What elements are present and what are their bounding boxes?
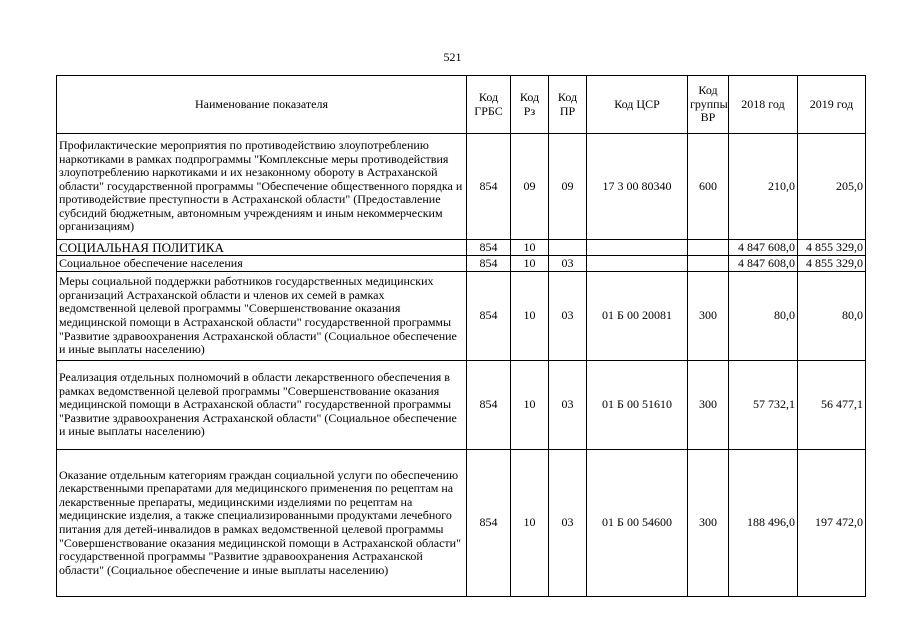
header-name (57, 76, 467, 134)
cell-2018: 80,0 (729, 272, 798, 361)
cell-vr (688, 240, 729, 256)
table-row (57, 134, 866, 240)
cell-name: Меры социальной поддержки работников государственных медицинских организаций Астраханской области и членов их семей в рамках ведомственной целевой программы "Совершенствование оказания медицинской помощи в Астраханской области" государственной программы "Развитие здравоохранения Астраханской области" (Социальное обеспечение и иные выплаты населению) (57, 272, 467, 361)
cell-vr: 300 (688, 450, 729, 597)
header-line: Наименование показателя (195, 96, 328, 111)
cell-grbs: 854 (467, 361, 511, 450)
cell-2018: 188 496,0 (729, 450, 798, 597)
header-pr (549, 76, 587, 134)
table-body (57, 134, 866, 597)
cell-name: Реализация отдельных полномочий в области лекарственного обеспечения в рамках ведомственной целевой программы "Совершенствование оказания медицинской помощи в Астраханской области" государственной программы "Развитие здравоохранения Астраханской области" (Социальное обеспечение и иные выплаты населению) (57, 361, 467, 450)
header-line: 2018 год (741, 96, 785, 111)
cell-csr: 01 Б 00 51610 (587, 361, 688, 450)
header-line: Рз (523, 103, 536, 118)
table-row (57, 240, 866, 256)
cell-vr (688, 256, 729, 272)
cell-pr: 03 (549, 361, 587, 450)
header-line: группы (690, 96, 728, 111)
header-2018 (729, 76, 798, 134)
cell-csr (587, 256, 688, 272)
header-line: Код (557, 89, 578, 104)
cell-pr (549, 240, 587, 256)
header-line: Код (478, 89, 499, 104)
table-row (57, 450, 866, 597)
header-line: Код (698, 83, 718, 98)
cell-rz: 10 (511, 240, 549, 256)
cell-vr: 300 (688, 272, 729, 361)
cell-rz: 10 (511, 450, 549, 597)
cell-csr: 17 3 00 80340 (587, 134, 688, 240)
cell-name: Оказание отдельным категориям граждан социальной услуги по обеспечению лекарственными препаратами для медицинского применения по рецептам на лекарственные препараты, медицинскими изделиями по рецептам на медицинские изделия, а также специализированными продуктами лечебного питания для детей-инвалидов в рамках ведомственной целевой программы "Совершенствование оказания медицинской помощи в Астраханской области" государственной программы "Развитие здравоохранения Астраханской области" (Социальное обеспечение и иные выплаты населению) (57, 450, 467, 597)
cell-rz: 09 (511, 134, 549, 240)
cell-2018: 210,0 (729, 134, 798, 240)
page-number: 521 (443, 50, 462, 64)
cell-csr: 01 Б 00 20081 (587, 272, 688, 361)
cell-grbs: 854 (467, 240, 511, 256)
cell-pr: 03 (549, 272, 587, 361)
header-line: ПР (559, 103, 576, 118)
cell-2019: 56 477,1 (798, 361, 866, 450)
cell-2019: 80,0 (798, 272, 866, 361)
header-csr (587, 76, 688, 134)
header-line: Код ЦСР (614, 96, 660, 111)
cell-pr: 03 (549, 450, 587, 597)
cell-2018: 4 847 608,0 (729, 240, 798, 256)
cell-name: Профилактические мероприятия по противодействию злоупотреблению наркотиками в рамках подпрограммы "Комплексные меры противодействия злоупотреблению наркотиками и их незаконному обороту в Астраханской области" государственной программы "Обеспечение общественного порядка и противодействие преступности в Астраханской области" (Предоставление субсидий бюджетным, автономным учреждениям и иным некоммерческим организациям) (57, 134, 467, 240)
cell-pr: 03 (549, 256, 587, 272)
cell-name: СОЦИАЛЬНАЯ ПОЛИТИКА (57, 240, 467, 256)
cell-rz: 10 (511, 272, 549, 361)
cell-2019: 205,0 (798, 134, 866, 240)
cell-csr (587, 240, 688, 256)
budget-table (56, 75, 866, 597)
table-row (57, 361, 866, 450)
cell-2018: 4 847 608,0 (729, 256, 798, 272)
cell-rz: 10 (511, 361, 549, 450)
header-line: ГРБС (474, 103, 503, 118)
table-row (57, 272, 866, 361)
header-grbs (467, 76, 511, 134)
cell-grbs: 854 (467, 134, 511, 240)
table-row (57, 256, 866, 272)
header-vr (688, 76, 729, 134)
header-line: ВР (700, 110, 716, 125)
cell-2019: 197 472,0 (798, 450, 866, 597)
cell-2019: 4 855 329,0 (798, 256, 866, 272)
cell-grbs: 854 (467, 272, 511, 361)
cell-csr: 01 Б 00 54600 (587, 450, 688, 597)
cell-grbs: 854 (467, 256, 511, 272)
cell-2018: 57 732,1 (729, 361, 798, 450)
header-rz (511, 76, 549, 134)
cell-rz: 10 (511, 256, 549, 272)
cell-name: Социальное обеспечение населения (57, 256, 467, 272)
header-line: 2019 год (809, 96, 854, 111)
cell-vr: 600 (688, 134, 729, 240)
header-line: Код (519, 89, 540, 104)
cell-pr: 09 (549, 134, 587, 240)
cell-grbs: 854 (467, 450, 511, 597)
cell-2019: 4 855 329,0 (798, 240, 866, 256)
cell-vr: 300 (688, 361, 729, 450)
header-2019 (798, 76, 866, 134)
table-header-row (57, 76, 866, 134)
